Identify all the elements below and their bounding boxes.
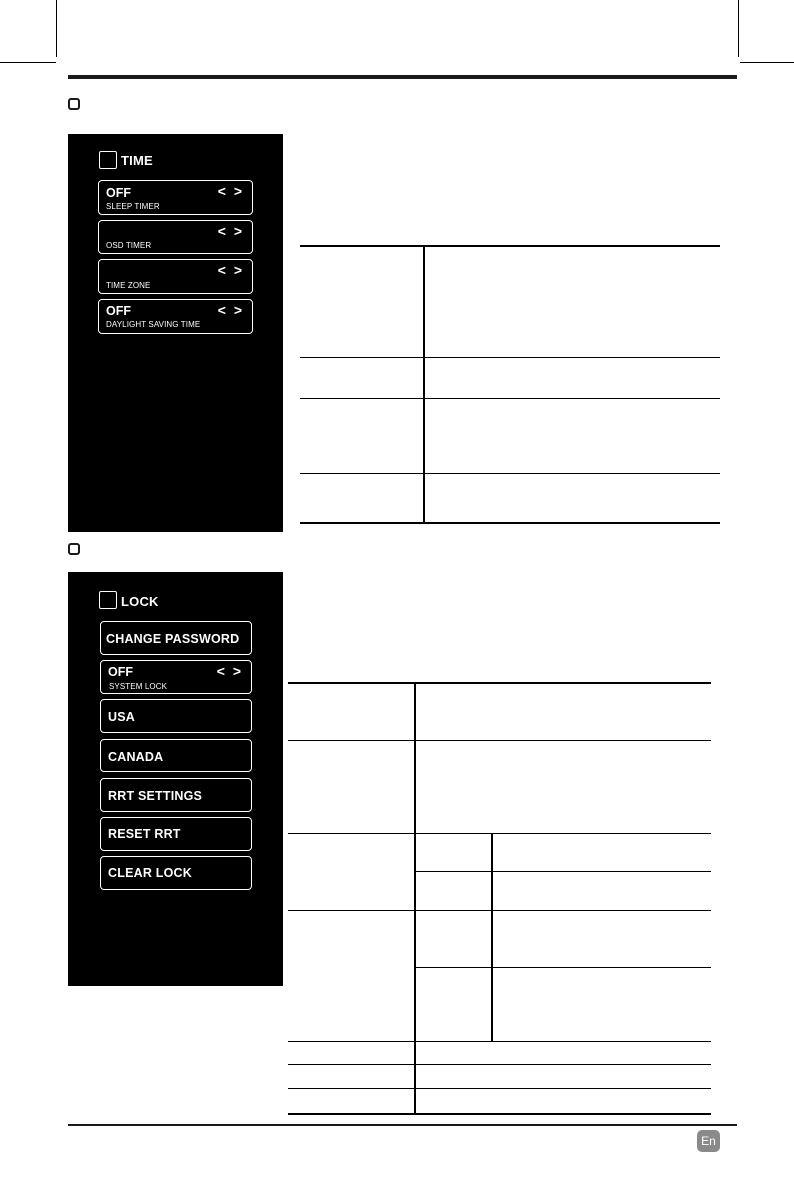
language-badge: En [697, 1130, 720, 1152]
usa-label: USA [108, 710, 135, 724]
daylight-saving-label: DAYLIGHT SAVING TIME [106, 320, 201, 329]
table-row-divider [300, 357, 720, 358]
system-lock-label: SYSTEM LOCK [109, 682, 168, 691]
clear-lock-label: CLEAR LOCK [108, 866, 192, 880]
footer-rule [68, 1124, 737, 1126]
system-lock-arrows[interactable]: < > [216, 663, 243, 679]
table-row-divider [288, 833, 711, 834]
table-row-divider [288, 1064, 711, 1065]
table-row-divider [414, 967, 711, 968]
time-zone-arrows[interactable]: < > [217, 262, 244, 278]
table-bottom-rule [300, 522, 720, 524]
daylight-saving-arrows[interactable]: < > [217, 302, 244, 318]
table-row-divider [414, 871, 711, 872]
sleep-timer-arrows[interactable]: < > [217, 183, 244, 199]
daylight-saving-value: OFF [106, 304, 131, 318]
osd-timer-label: OSD TIMER [106, 241, 152, 250]
lock-menu-panel [68, 572, 283, 986]
table-row-divider [300, 398, 720, 399]
time-description-table [300, 245, 720, 525]
crop-mark [740, 62, 794, 63]
table-row-divider [300, 473, 720, 474]
header-rule [68, 75, 737, 79]
usa-button[interactable] [100, 699, 252, 733]
crop-mark [0, 62, 56, 63]
reset-rrt-label: RESET RRT [108, 827, 181, 841]
lock-description-table [288, 682, 711, 1115]
reset-rrt-button[interactable] [100, 817, 252, 851]
sleep-timer-option[interactable] [98, 180, 253, 215]
time-menu-panel [68, 134, 283, 532]
lock-menu-checkbox [99, 591, 117, 609]
sleep-timer-value: OFF [106, 186, 131, 200]
change-password-label: CHANGE PASSWORD [106, 632, 240, 646]
sleep-timer-label: SLEEP TIMER [106, 202, 160, 211]
time-menu-title: TIME [121, 153, 153, 168]
crop-mark [738, 0, 739, 57]
rrt-settings-label: RRT SETTINGS [108, 789, 203, 803]
crop-mark [56, 0, 57, 57]
time-menu-checkbox [99, 151, 117, 169]
change-password-button[interactable] [100, 621, 252, 655]
system-lock-value: OFF [108, 665, 133, 679]
table-column-divider [423, 245, 425, 524]
time-zone-option[interactable] [98, 259, 253, 294]
table-column-divider [414, 682, 416, 1114]
lock-menu-title: LOCK [121, 594, 159, 609]
osd-timer-option[interactable] [98, 220, 253, 254]
section-icon-lock [68, 543, 80, 555]
table-row-divider [288, 1088, 711, 1089]
time-zone-label: TIME ZONE [106, 281, 151, 290]
rrt-settings-button[interactable] [100, 778, 252, 812]
table-bottom-rule [288, 1113, 711, 1115]
section-icon-time [68, 98, 80, 110]
table-top-rule [288, 682, 711, 684]
table-row-divider [288, 740, 711, 741]
osd-timer-arrows[interactable]: < > [217, 223, 244, 239]
table-row-divider [288, 910, 711, 911]
daylight-saving-option[interactable] [98, 299, 253, 334]
canada-label: CANADA [108, 750, 164, 764]
table-subcolumn-divider [491, 833, 493, 1041]
system-lock-option[interactable] [100, 660, 252, 694]
table-top-rule [300, 245, 720, 247]
canada-button[interactable] [100, 739, 252, 772]
clear-lock-button[interactable] [100, 856, 252, 890]
table-row-divider [288, 1041, 711, 1042]
